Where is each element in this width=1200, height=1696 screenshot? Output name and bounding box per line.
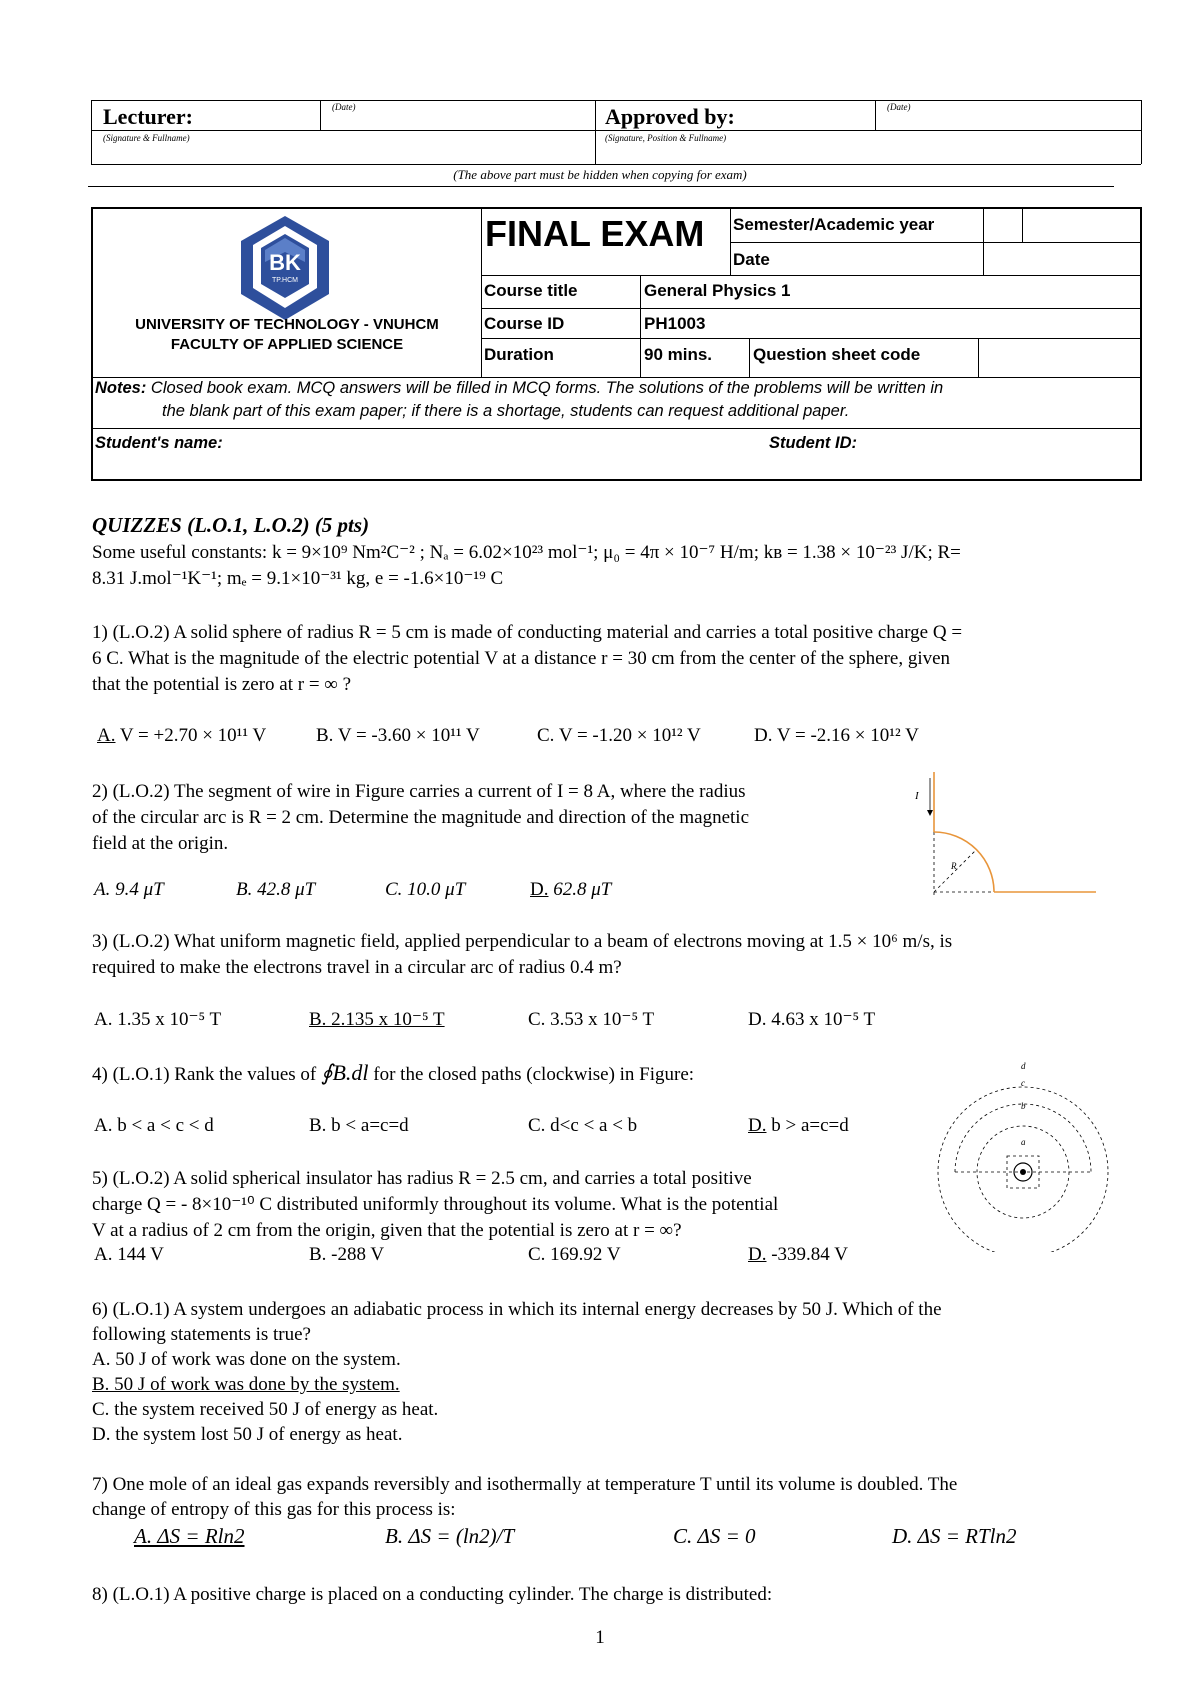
- q2-line-2: of the circular arc is R = 2 cm. Determine the magnitude and direction of the magnetic: [92, 807, 750, 828]
- lecturer-signature-label: (Signature & Fullname): [103, 133, 190, 143]
- q6-option-d: D. the system lost 50 J of energy as heat.: [92, 1424, 403, 1445]
- q7-line-2: change of entropy of this gas for this process is:: [92, 1499, 456, 1520]
- student-id-label: Student ID:: [769, 434, 857, 452]
- course-id-label: Course ID: [484, 314, 565, 333]
- q5-line-2: charge Q = - 8×10⁻¹⁰ C distributed uniformly throughout its volume. What is the potential: [92, 1194, 779, 1215]
- q2-option-d: [530, 879, 611, 901]
- date-label: Date: [733, 250, 770, 269]
- q4-text-pre: 4) (L.O.1) Rank the values of: [92, 1064, 321, 1085]
- q4-option-a: A. b < a < c < d: [94, 1115, 214, 1136]
- constants-line-1: Some useful constants: k = 9×10⁹ Nm²C⁻² ; Nₐ = 6.02×10²³ mol⁻¹; μ₀ = 4π × 10⁻⁷ H/m; kʙ = 1.38 × 10⁻²³ J/K; R=: [92, 542, 961, 563]
- q1-option-d: D. V = -2.16 × 10¹² V: [754, 725, 919, 746]
- figure-path-label-a: a: [1021, 1137, 1026, 1147]
- student-name-label: Student's name:: [95, 434, 223, 452]
- q1-option-a-letter: A.: [97, 725, 116, 746]
- q1-option-b: B. V = -3.60 × 10¹¹ V: [316, 725, 480, 746]
- course-id-value: PH1003: [644, 314, 706, 333]
- course-title-label: Course title: [484, 281, 578, 300]
- notes-line-1: [95, 379, 943, 398]
- wire-figure: [900, 770, 1100, 910]
- q5-option-c: C. 169.92 V: [528, 1244, 621, 1265]
- question-sheet-code-label: Question sheet code: [753, 345, 921, 364]
- q3-option-d: D. 4.63 x 10⁻⁵ T: [748, 1009, 876, 1030]
- course-title-value: General Physics 1: [644, 281, 791, 300]
- q5-option-b: B. -288 V: [309, 1244, 385, 1265]
- logo-subtext: TP.HCM: [272, 277, 298, 284]
- q6-line-2: following statements is true?: [92, 1324, 311, 1345]
- q4-option-d-text: b > a=c=d: [766, 1115, 849, 1136]
- q5-line-1: 5) (L.O.2) A solid spherical insulator has radius R = 2.5 cm, and carries a total positive: [92, 1168, 752, 1189]
- logo-text: BK: [269, 250, 301, 275]
- q4-option-d: [748, 1115, 849, 1137]
- notes-label: Notes:: [95, 379, 147, 397]
- notes-text-1: Closed book exam. MCQ answers will be filled in MCQ forms. The solutions of the problems will be written in: [146, 379, 944, 397]
- constants-line-2: 8.31 J.mol⁻¹K⁻¹; mₑ = 9.1×10⁻³¹ kg, e = -1.6×10⁻¹⁹ C: [92, 568, 504, 589]
- figure-path-label-c: c: [1021, 1078, 1025, 1088]
- q4-integral: ∮B.dl: [321, 1060, 369, 1085]
- q3-option-a: A. 1.35 x 10⁻⁵ T: [94, 1009, 222, 1030]
- exam-title: FINAL EXAM: [485, 213, 705, 254]
- q1-option-c: C. V = -1.20 × 10¹² V: [537, 725, 701, 746]
- q3-line-2: required to make the electrons travel in a circular arc of radius 0.4 m?: [92, 957, 622, 978]
- q2-line-1: 2) (L.O.2) The segment of wire in Figure carries a current of I = 8 A, where the radius: [92, 781, 746, 802]
- q2-line-3: field at the origin.: [92, 833, 229, 854]
- q1-line-3: that the potential is zero at r = ∞ ?: [92, 674, 352, 695]
- lecturer-date-label: (Date): [332, 102, 356, 112]
- q3-line-1: 3) (L.O.2) What uniform magnetic field, applied perpendicular to a beam of electrons moving at 1.5 × 10⁶ m/s, is: [92, 931, 953, 952]
- hidden-note: (The above part must be hidden when copying for exam): [453, 167, 747, 182]
- q5-option-a: A. 144 V: [94, 1244, 164, 1265]
- university-name: UNIVERSITY OF TECHNOLOGY - VNUHCM: [135, 316, 439, 333]
- q4-option-d-letter: D.: [748, 1115, 767, 1136]
- approved-signature-label: (Signature, Position & Fullname): [605, 133, 727, 143]
- q4-text-post: for the closed paths (clockwise) in Figure:: [368, 1064, 695, 1085]
- q5-line-3: V at a radius of 2 cm from the origin, given that the potential is zero at r = ∞?: [92, 1220, 682, 1241]
- q7-option-d: D. ΔS = RTln2: [892, 1524, 1017, 1548]
- figure-path-label-d: d: [1021, 1061, 1026, 1071]
- q7-option-a: A. ΔS = Rln2: [134, 1524, 245, 1548]
- q1-option-a-text: V = +2.70 × 10¹¹ V: [115, 725, 267, 746]
- q6-line-1: 6) (L.O.1) A system undergoes an adiabatic process in which its internal energy decreases by 50 J. Which of the: [92, 1299, 942, 1320]
- q8-line-1: 8) (L.O.1) A positive charge is placed on a conducting cylinder. The charge is distributed:: [92, 1584, 773, 1605]
- duration-label: Duration: [484, 345, 554, 364]
- approved-by-label: Approved by:: [605, 104, 735, 129]
- q5-option-d-text: -339.84 V: [766, 1244, 848, 1265]
- q6-option-b: B. 50 J of work was done by the system.: [92, 1374, 400, 1395]
- q1-option-a: [97, 725, 266, 747]
- lecturer-label: Lecturer:: [103, 104, 193, 129]
- q2-option-a: A. 9.4 μT: [94, 879, 164, 900]
- closed-paths-figure: [928, 1062, 1118, 1257]
- notes-line-2: the blank part of this exam paper; if there is a shortage, students can request additional paper.: [162, 402, 850, 420]
- figure-radius-label: R: [951, 861, 957, 871]
- quizzes-heading: QUIZZES (L.O.1, L.O.2) (5 pts): [92, 513, 370, 537]
- q2-option-b: B. 42.8 μT: [236, 879, 316, 900]
- figure-path-label-b: b: [1021, 1101, 1026, 1111]
- q4-line-1: [92, 1060, 694, 1088]
- q2-option-d-text: 62.8 μT: [548, 879, 612, 900]
- q6-option-a: A. 50 J of work was done on the system.: [92, 1349, 401, 1370]
- figure-current-label: I: [915, 790, 919, 802]
- q1-line-1: 1) (L.O.2) A solid sphere of radius R = 5 cm is made of conducting material and carries a total positive charge Q =: [92, 622, 963, 643]
- q7-option-c: C. ΔS = 0: [673, 1524, 756, 1548]
- q5-option-d: [748, 1244, 848, 1266]
- q1-line-2: 6 C. What is the magnitude of the electric potential V at a distance r = 30 cm from the center of the sphere, given: [92, 648, 951, 669]
- duration-value: 90 mins.: [644, 345, 713, 364]
- q4-option-b: B. b < a=c=d: [309, 1115, 409, 1136]
- approved-date-label: (Date): [887, 102, 911, 112]
- semester-label: Semester/Academic year: [733, 215, 935, 234]
- q2-option-d-letter: D.: [530, 879, 549, 900]
- q7-option-b: B. ΔS = (ln2)/T: [385, 1524, 515, 1548]
- q4-option-c: C. d<c < a < b: [528, 1115, 638, 1136]
- faculty-name: FACULTY OF APPLIED SCIENCE: [170, 336, 404, 353]
- page-number: 1: [595, 1627, 605, 1648]
- q5-option-d-letter: D.: [748, 1244, 767, 1265]
- q3-option-c: C. 3.53 x 10⁻⁵ T: [528, 1009, 655, 1030]
- q7-line-1: 7) One mole of an ideal gas expands reversibly and isothermally at temperature T until its volume is doubled. The: [92, 1474, 958, 1495]
- q6-option-c: C. the system received 50 J of energy as heat.: [92, 1399, 439, 1420]
- divider: [88, 186, 1114, 187]
- q3-option-b: B. 2.135 x 10⁻⁵ T: [309, 1009, 445, 1030]
- q2-option-c: C. 10.0 μT: [385, 879, 466, 900]
